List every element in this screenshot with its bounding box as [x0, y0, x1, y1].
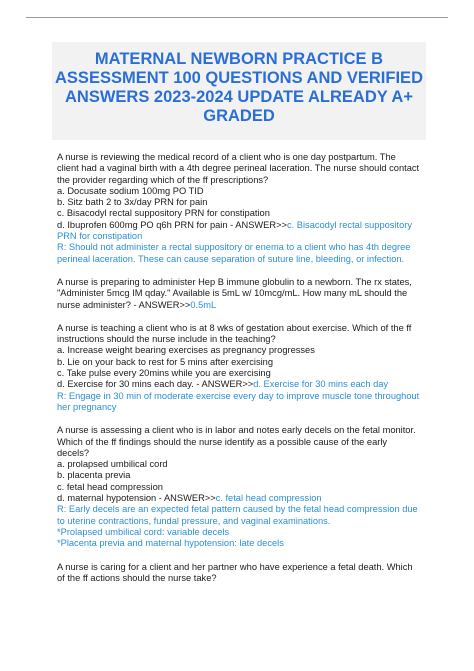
- question-stem-line: A nurse is preparing to administer Hep B immune globulin to a newborn. The rx states,: [57, 276, 412, 287]
- answer-option-line: [57, 379, 432, 390]
- answer-option: b. Sitz bath 2 to 3x/day PRN for pain: [57, 197, 208, 208]
- rationale-line: to uterine contractions, fundal pressure, and vaginal examinations.: [57, 515, 331, 526]
- answer-option: d. Exercise for 30 mins each day. - ANSWER>>: [57, 379, 254, 390]
- question-5: [57, 562, 432, 585]
- answer-option-line: [57, 300, 432, 311]
- answer-option: d. Ibuprofen 600mg PO q6h PRN for pain - ANSWER>>: [57, 219, 287, 230]
- correct-answer: c. Bisacodyl rectal suppository: [286, 219, 413, 230]
- answer-option: b. Lie on your back to rest for 5 mins after exercising: [57, 356, 273, 367]
- rationale-line: R: Engage in 30 min of moderate exercise every day to improve muscle tone throughout: [57, 390, 420, 401]
- question-stem-line: client had a vaginal birth with a 4th degree perineal laceration. The nurse should contact: [57, 163, 420, 174]
- answer-option: c. Take pulse every 20mins while you are exercising: [57, 368, 271, 379]
- answer-option: a. prolapsed umbilical cord: [57, 459, 168, 470]
- question-stem-line: "Administer 5mcg IM qday." Available is 5mL w/ 10mcg/mL. How many mL should the: [57, 288, 408, 299]
- answer-option: c. fetal head compression: [57, 481, 163, 492]
- question-stem-line: nurse administer? - ANSWER>>: [57, 299, 191, 310]
- rationale-line: *Prolapsed umbilical cord: variable decels: [57, 526, 230, 537]
- answer-option: b. placenta previa: [57, 470, 131, 481]
- question-stem-line: Which of the ff findings should the nurse identify as a possible cause of the early: [57, 436, 388, 447]
- question-stem-line: A nurse is assessing a client who is in labor and notes early decels on the fetal monitor.: [57, 425, 416, 436]
- question-stem-line: A nurse is teaching a client who is at 8 wks of gestation about exercise. Which of the ff: [57, 322, 412, 333]
- correct-answer: c. fetal head compression: [215, 493, 322, 504]
- correct-answer-continued: PRN for constipation: [57, 231, 143, 242]
- question-2: [57, 277, 432, 311]
- question-stem-line: A nurse is reviewing the medical record of a client who is one day postpartum. The: [57, 152, 396, 162]
- question-stem-line: the provider regarding which of the ff prescriptions?: [57, 174, 269, 185]
- question-stem-line: of the ff actions should the nurse take?: [57, 572, 217, 583]
- answer-option: c. Bisacodyl rectal suppository PRN for constipation: [57, 208, 270, 219]
- question-4: [57, 425, 432, 549]
- answer-option: d. maternal hypotension - ANSWER>>: [57, 493, 216, 504]
- rationale-line: *Placenta previa and maternal hypotension: late decels: [57, 538, 284, 549]
- answer-option: a. Increase weight bearing exercises as pregnancy progresses: [57, 345, 315, 356]
- rationale-line: R: Should not administer a rectal suppository or enema to a client who has 4th degree: [57, 242, 411, 253]
- question-stem-line: A nurse is caring for a client and her partner who have experience a fetal death. Which: [57, 561, 413, 572]
- answer-option-line: [57, 493, 432, 504]
- rationale-line: perineal laceration. These can cause separation of suture line, bleeding, or infection.: [57, 253, 405, 264]
- question-stem-line: decels?: [57, 447, 90, 458]
- answer-option-line: [57, 220, 432, 231]
- question-stem-line: instructions should the nurse include in the teaching?: [57, 334, 276, 345]
- correct-answer: 0.5mL: [190, 299, 217, 310]
- rationale-line: her pregnancy: [57, 401, 117, 412]
- rationale-line: R: Early decels are an expected fetal pattern caused by the fetal head compression due: [57, 504, 418, 515]
- answer-option: a. Docusate sodium 100mg PO TID: [57, 185, 204, 196]
- question-3: [57, 323, 432, 413]
- top-divider: [26, 17, 448, 18]
- correct-answer: d. Exercise for 30 mins each day: [253, 379, 389, 390]
- question-1: [57, 152, 432, 265]
- document-body: [57, 152, 432, 596]
- document-title: MATERNAL NEWBORN PRACTICE B ASSESSMENT 100 QUESTIONS AND VERIFIED ANSWERS 2023-2024 UPDATE ALREADY A+ GRADED: [55, 50, 423, 125]
